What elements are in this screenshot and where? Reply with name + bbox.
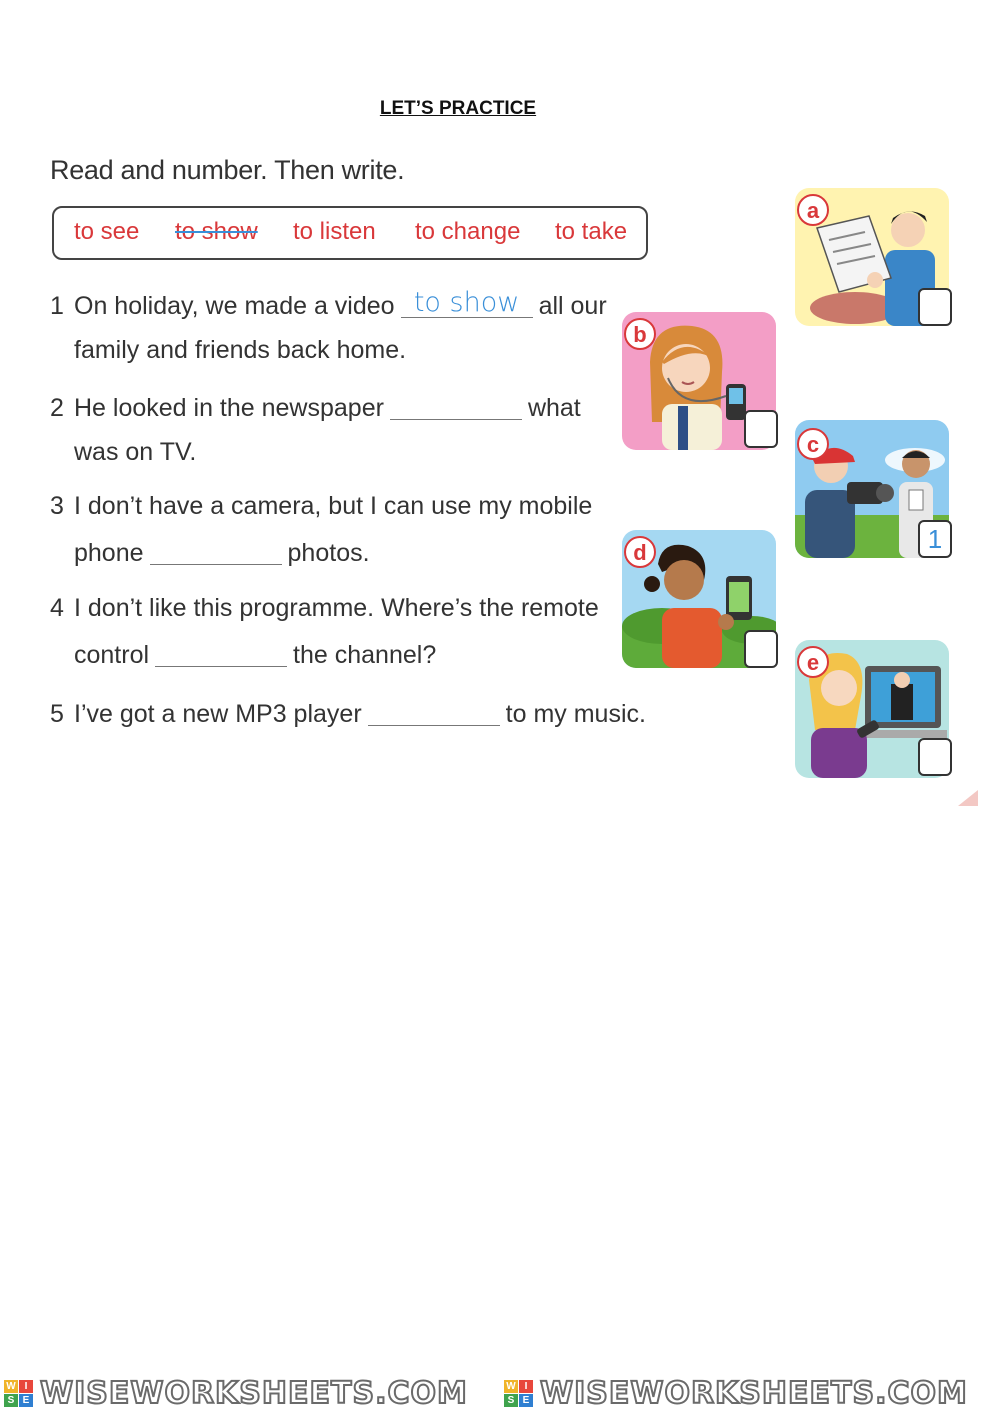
logo-letter: W <box>4 1380 18 1393</box>
instruction-heading: Read and number. Then write. <box>50 155 405 185</box>
sentence-1 <box>50 284 607 372</box>
corner-decoration <box>958 790 978 806</box>
answer-blank-4[interactable] <box>155 636 287 667</box>
sentence-text: On holiday, we made a video <box>74 292 395 320</box>
brand-logo <box>504 1380 534 1408</box>
sentence-number: 4 <box>50 594 64 622</box>
word-bank <box>52 206 648 260</box>
sentence-number: 3 <box>50 492 64 520</box>
sentence-text: He looked in the newspaper <box>74 394 384 422</box>
logo-letter: I <box>19 1380 33 1393</box>
picture-answer-box-a[interactable] <box>918 288 952 326</box>
logo-letter: S <box>4 1394 18 1407</box>
word-bank-item: to see <box>74 218 140 245</box>
picture-answer-box-e[interactable] <box>918 738 952 776</box>
sentence-number: 2 <box>50 394 64 422</box>
sentence-text: I don’t have a camera, but I can use my mobile <box>74 492 593 520</box>
picture-label-b: b <box>624 318 656 350</box>
word-bank-item: to listen <box>293 218 376 245</box>
sentence-text: I’ve got a new MP3 player <box>74 700 362 728</box>
sentence-number: 1 <box>50 292 64 320</box>
answer-blank-2[interactable] <box>390 389 522 420</box>
logo-letter: I <box>519 1380 533 1393</box>
picture-label-a: a <box>797 194 829 226</box>
picture-label-d: d <box>624 536 656 568</box>
word-bank-item-used: to show <box>175 218 258 245</box>
sentence-text: what <box>527 394 581 422</box>
sentence-number: 5 <box>50 700 64 728</box>
answer-blank-5[interactable] <box>368 695 500 726</box>
sentence-3 <box>50 484 592 575</box>
word-bank-item: to change <box>415 218 521 245</box>
page-title: LET’S PRACTICE <box>379 98 537 119</box>
logo-letter: E <box>19 1394 33 1407</box>
sentence-text: to my music. <box>505 700 646 728</box>
sentence-4 <box>50 586 599 677</box>
brand-logo <box>4 1380 34 1408</box>
answer-blank-3[interactable] <box>150 534 282 565</box>
logo-letter: S <box>504 1394 518 1407</box>
picture-answer-box-b[interactable] <box>744 410 778 448</box>
sentence-continuation: family and friends back home. <box>74 336 407 364</box>
picture-answer-box-d[interactable] <box>744 630 778 668</box>
picture-answer-box-c[interactable]: 1 <box>918 520 952 558</box>
footer-brand-text: WISEWORKSHEETS.COM <box>40 1376 468 1411</box>
answer-blank-1[interactable] <box>401 287 533 318</box>
sentence-2 <box>50 386 581 474</box>
sentence-text: phone <box>74 539 144 567</box>
picture-label-e: e <box>797 646 829 678</box>
sentence-text: the channel? <box>293 641 437 669</box>
filled-answer: to show <box>413 287 520 318</box>
sentence-text: control <box>74 641 150 669</box>
logo-letter: E <box>519 1394 533 1407</box>
sentence-text: I don’t like this programme. Where’s the remote <box>74 594 599 622</box>
sentence-text: photos. <box>287 539 370 567</box>
word-bank-item: to take <box>555 218 628 245</box>
logo-letter: W <box>504 1380 518 1393</box>
footer-watermark <box>0 1374 1000 1413</box>
sentence-5 <box>50 692 646 736</box>
sentence-text: all our <box>538 292 607 320</box>
picture-label-c: c <box>797 428 829 460</box>
footer-brand-text: WISEWORKSHEETS.COM <box>540 1376 968 1411</box>
sentence-continuation: was on TV. <box>74 438 197 466</box>
